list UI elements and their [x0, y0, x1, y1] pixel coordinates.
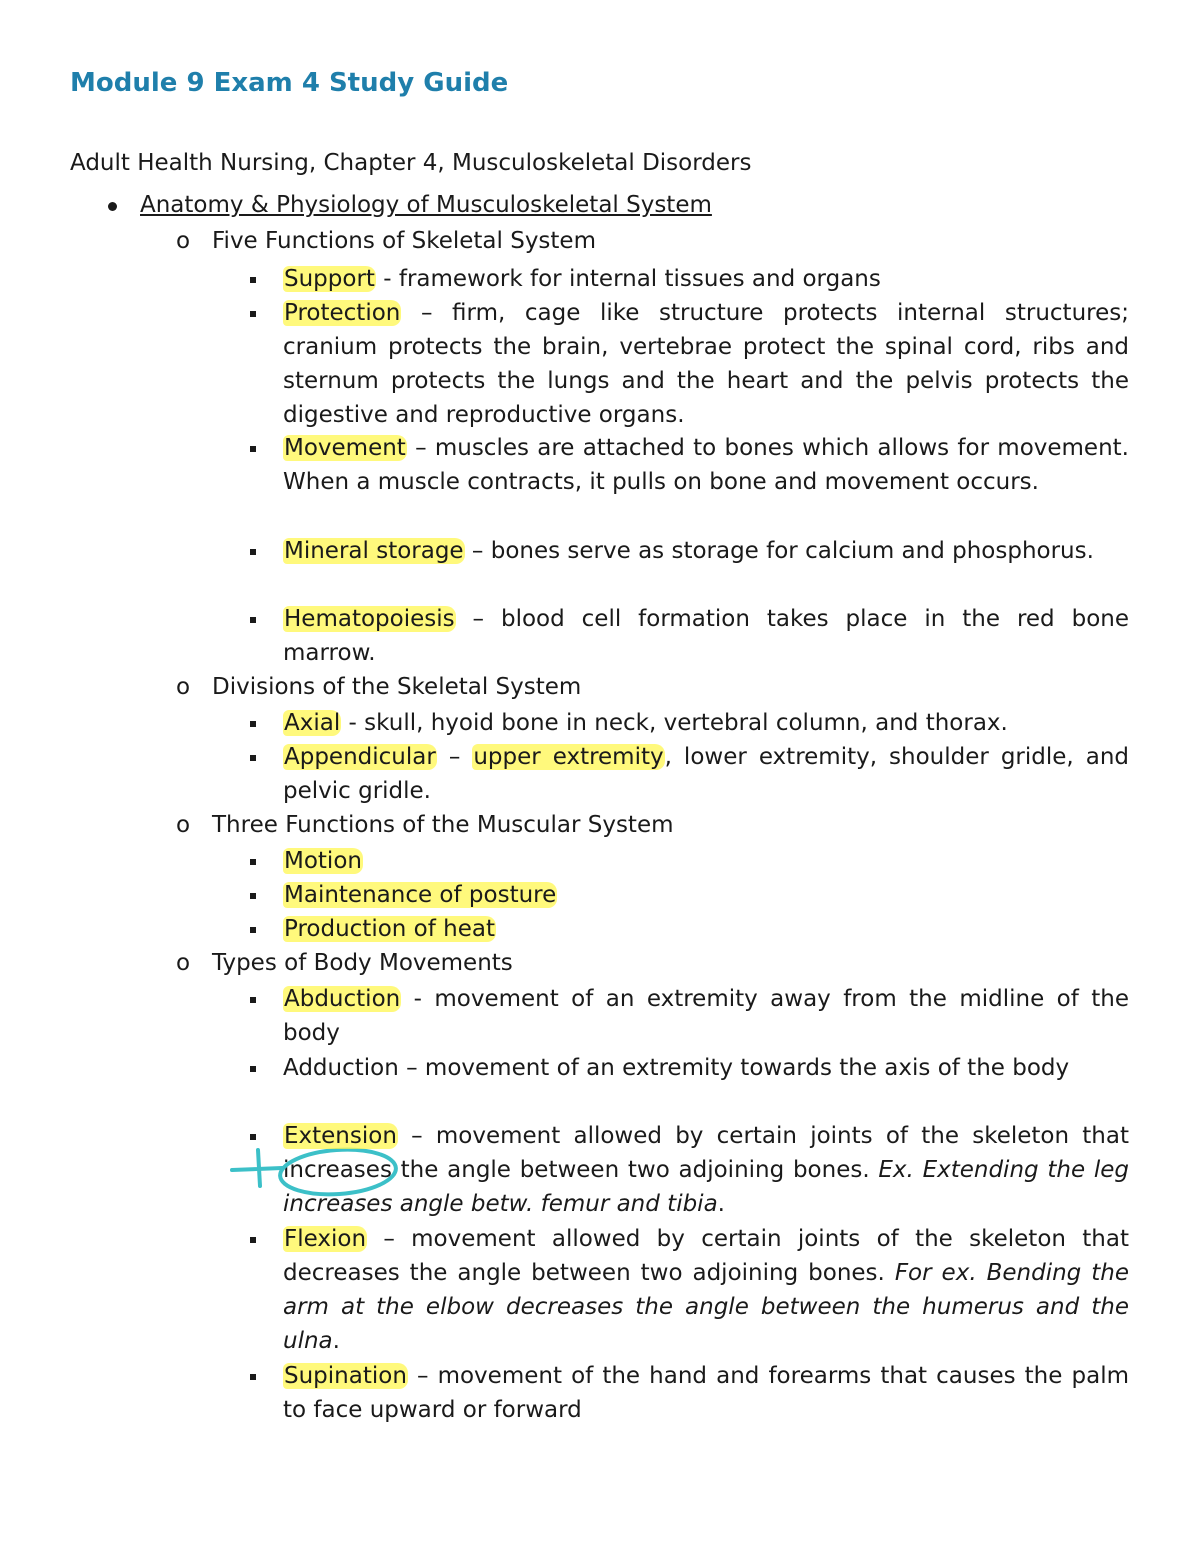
- item-bullet: [250, 1237, 256, 1243]
- document-title: Module 9 Exam 4 Study Guide: [70, 68, 509, 98]
- list-item: [283, 602, 1129, 670]
- item-bullet: [250, 446, 256, 452]
- sub-bullet-o: o: [176, 228, 191, 254]
- highlighted-term: Flexion: [284, 1226, 367, 1252]
- item-text: – muscles are attached to bones which allows for movement. When a muscle contracts, it pulls on bone and movement occurs.: [283, 435, 1129, 495]
- highlighted-term: Abduction: [284, 986, 401, 1012]
- sub-bullet-o: o: [176, 950, 191, 976]
- term: Adduction: [283, 1055, 399, 1081]
- highlighted-term: Axial: [284, 710, 341, 736]
- item-bullet: [250, 311, 256, 317]
- item-bullet: [250, 549, 256, 555]
- item-text: – movement of the hand and forearms that causes the palm to face upward or forward: [283, 1363, 1129, 1423]
- highlighted-term: Protection: [284, 300, 401, 326]
- highlighted-term: Hematopoiesis: [284, 606, 455, 632]
- list-item: [283, 982, 1129, 1050]
- item-text: - skull, hyoid bone in neck, vertebral column, and thorax.: [341, 710, 1008, 736]
- highlighted-term: Support: [284, 266, 375, 292]
- list-item: [283, 431, 1129, 499]
- list-item: [283, 912, 1129, 946]
- list-item: [283, 844, 1129, 878]
- item-text: .: [717, 1191, 725, 1217]
- document-subtitle: Adult Health Nursing, Chapter 4, Musculoskeletal Disorders: [70, 150, 752, 176]
- list-item: [283, 1051, 1129, 1085]
- list-item: [283, 1119, 1129, 1221]
- list-item: [283, 534, 1129, 568]
- section-bullet: [108, 202, 117, 211]
- item-bullet: [250, 859, 256, 865]
- item-text: , lower extremity, shoulder gridle, and pelvic gridle.: [283, 744, 1129, 804]
- highlighted-term: Production of heat: [284, 916, 495, 942]
- list-item: [283, 706, 1129, 740]
- section-heading: Anatomy & Physiology of Musculoskeletal System: [140, 192, 712, 218]
- highlighted-term: Movement: [284, 435, 406, 461]
- item-bullet: [250, 1134, 256, 1140]
- list-item: [283, 262, 1129, 296]
- item-text: – movement allowed by certain joints of the skeleton that increases the angle between two adjoining bones.: [283, 1123, 1129, 1183]
- item-bullet: [250, 1374, 256, 1380]
- example-text: Ex. Extending the leg increases angle betw. femur and tibia: [283, 1157, 1129, 1217]
- item-bullet: [250, 1066, 256, 1072]
- item-bullet: [250, 277, 256, 283]
- item-bullet: [250, 893, 256, 899]
- item-text: –: [436, 744, 473, 770]
- list-item: [283, 1222, 1129, 1358]
- highlighted-term: Maintenance of posture: [284, 882, 557, 908]
- subheading-divisions: Divisions of the Skeletal System: [212, 674, 582, 700]
- item-bullet: [250, 997, 256, 1003]
- example-text: For ex. Bending the arm at the elbow decreases the angle between the humerus and the ulna: [283, 1260, 1129, 1354]
- list-item: [283, 1359, 1129, 1427]
- highlighted-term: Mineral storage: [284, 538, 464, 564]
- list-item: [283, 878, 1129, 912]
- item-text: – bones serve as storage for calcium and phosphorus.: [464, 538, 1094, 564]
- item-text: .: [332, 1328, 340, 1354]
- item-text: – movement of an extremity towards the axis of the body: [398, 1055, 1070, 1081]
- plus-mark: [232, 1150, 282, 1186]
- item-text: – movement allowed by certain joints of the skeleton that decreases the angle between two adjoining bones.: [283, 1226, 1129, 1286]
- item-bullet: [250, 617, 256, 623]
- item-text: - movement of an extremity away from the midline of the body: [283, 986, 1129, 1046]
- item-text: – firm, cage like structure protects internal structures; cranium protects the brain, vertebrae protect the spinal cord, ribs and sternum protects the lungs and the heart and the pelvis protects the digestive and reproductive organs.: [283, 300, 1129, 428]
- subheading-body-movements: Types of Body Movements: [212, 950, 513, 976]
- highlighted-term: Supination: [284, 1363, 407, 1389]
- sub-bullet-o: o: [176, 674, 191, 700]
- subheading-muscular: Three Functions of the Muscular System: [212, 812, 674, 838]
- item-text: – blood cell formation takes place in the red bone marrow.: [283, 606, 1129, 666]
- list-item: [283, 296, 1129, 432]
- highlighted-term: Motion: [284, 848, 362, 874]
- sub-bullet-o: o: [176, 812, 191, 838]
- highlighted-term: Appendicular: [284, 744, 436, 770]
- highlighted-term: Extension: [284, 1123, 397, 1149]
- list-item: [283, 740, 1129, 808]
- item-bullet: [250, 755, 256, 761]
- highlighted-phrase: upper extremity: [473, 744, 664, 770]
- item-text: - framework for internal tissues and organs: [375, 266, 881, 292]
- subheading-skeletal-functions: Five Functions of Skeletal System: [212, 228, 596, 254]
- item-bullet: [250, 927, 256, 933]
- item-bullet: [250, 721, 256, 727]
